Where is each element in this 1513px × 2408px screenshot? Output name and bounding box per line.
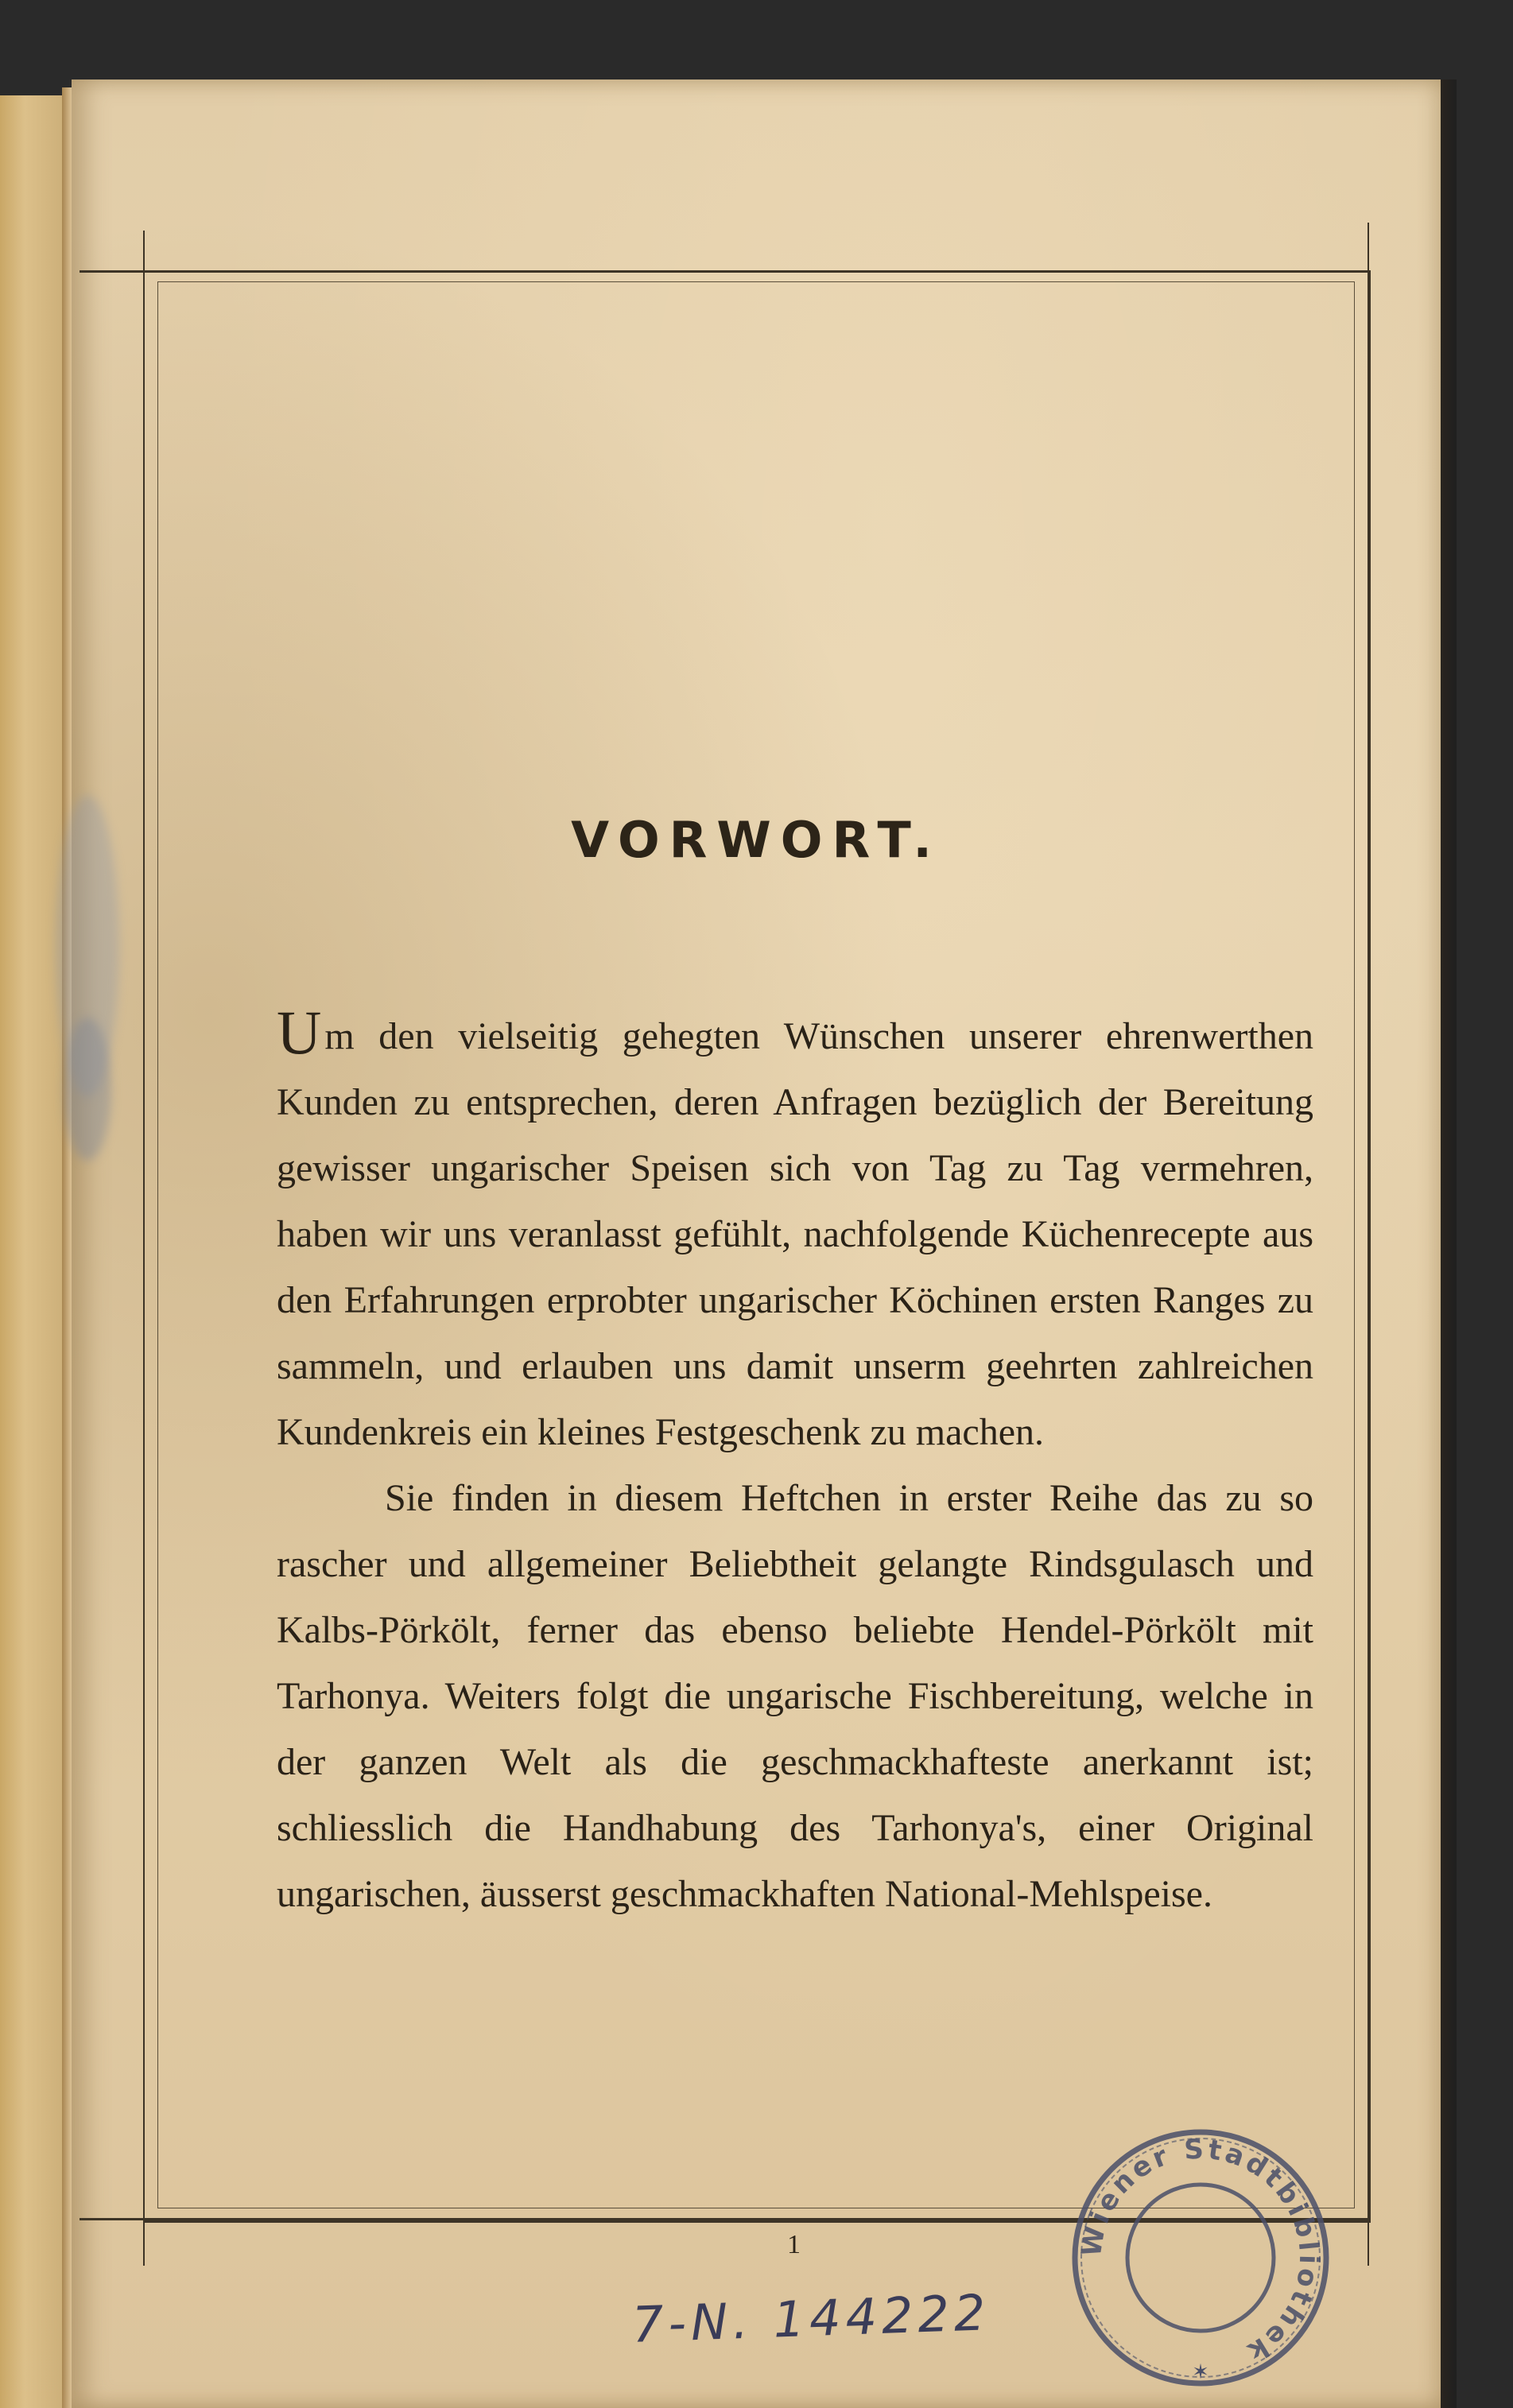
- document-page: [72, 79, 1441, 2408]
- border-rule-top: [80, 270, 1368, 273]
- page-right-edge: [1441, 79, 1457, 2408]
- page-title: VORWORT.: [571, 811, 941, 869]
- library-stamp: [1065, 2123, 1336, 2393]
- paragraph-2: [277, 1465, 1313, 1927]
- previous-page-edge: [0, 95, 62, 2408]
- border-rule-right: [1368, 223, 1369, 2266]
- paragraph-1-text: m den vielseitig gehegten Wünschen unserer ehrenwerthen Kunden zu entsprechen, deren Anfragen bezüglich der Bereitung gewisser ungarischer Speisen sich von Tag zu Tag vermehren, haben wir uns veranlasst gefühlt, nachfolgende Küchenrecepte aus den Erfahrungen erprobter ungarischer Köchinen ersten Ranges zu sammeln, und erlauben uns damit unserm geehrten zahlreichen Kundenkreis ein kleines Festgeschenk zu machen.: [277, 1015, 1313, 1453]
- page-number: 1: [787, 2230, 801, 2259]
- border-rule-left: [143, 231, 145, 2266]
- water-stain: [64, 1018, 111, 1161]
- paragraph-1: [277, 998, 1313, 1465]
- paragraph-2-text: Sie finden in diesem Heftchen in erster Reihe das zu so rascher und allgemeiner Beliebtheit gelangte Rindsgulasch und Kalbs-Pörkölt, ferner das ebenso beliebte Hendel-Pörkölt mit Tarhonya. Weiters folgt die ungarische Fischbereitung, welche in der ganzen Welt als die geschmackhafteste anerkannt ist; schliesslich die Handhabung des Tarhonya's, einer Original ungarischen, äusserst geschmackhaften National-Mehlspeise.: [277, 1477, 1313, 1915]
- stamp-lettering: Wiener Stadtbibliothek: [1075, 2133, 1325, 2370]
- preface-text: [277, 998, 1313, 1927]
- drop-initial: U: [277, 998, 322, 1067]
- stamp-star: ✶: [1192, 2360, 1209, 2384]
- handwritten-shelfmark: 7-N. 144222: [630, 2283, 991, 2354]
